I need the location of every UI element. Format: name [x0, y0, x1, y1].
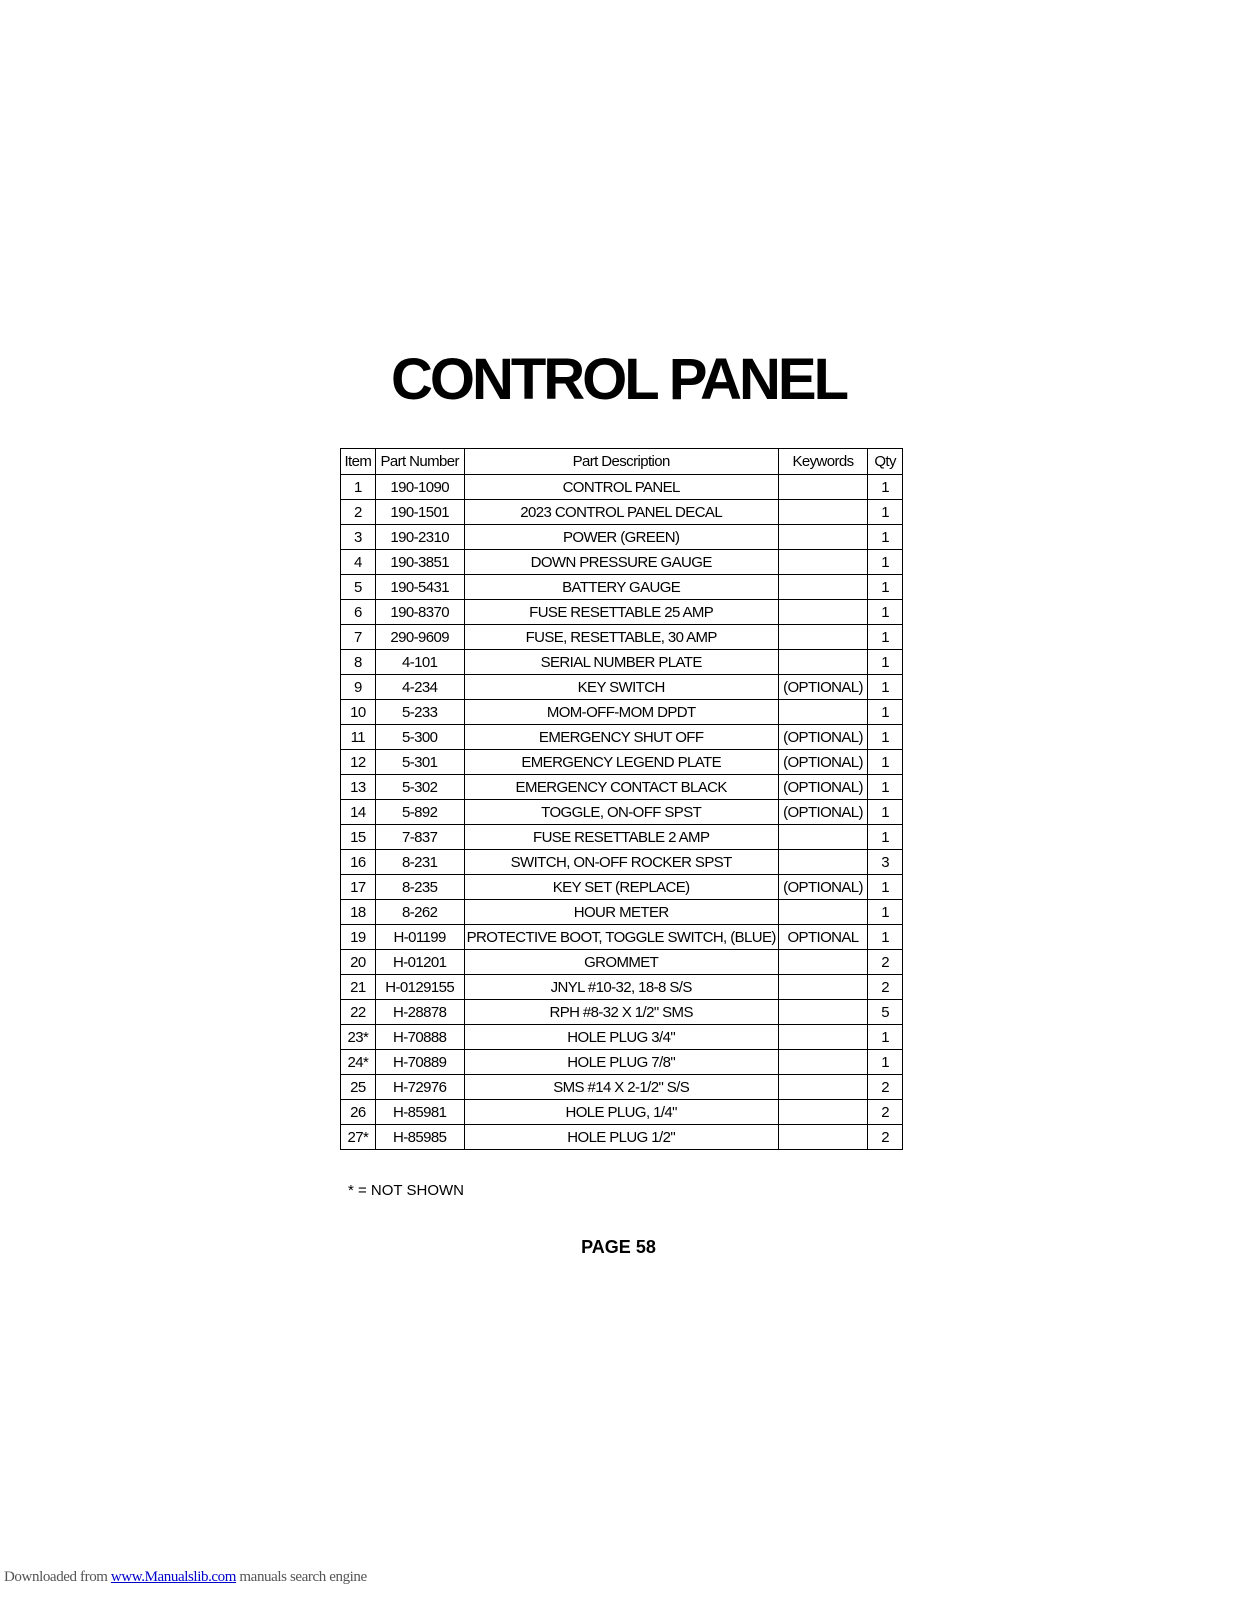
cell-item: 15	[341, 825, 376, 850]
cell-qty: 2	[868, 950, 903, 975]
cell-part-number: 190-8370	[375, 600, 464, 625]
cell-keywords	[778, 700, 867, 725]
cell-qty: 1	[868, 700, 903, 725]
cell-item: 4	[341, 550, 376, 575]
column-header-part-description: Part Description	[464, 449, 778, 475]
cell-part-number: H-0129155	[375, 975, 464, 1000]
cell-qty: 1	[868, 1025, 903, 1050]
table-row	[341, 550, 903, 575]
table-row	[341, 825, 903, 850]
cell-part-description: SWITCH, ON-OFF ROCKER SPST	[464, 850, 778, 875]
cell-keywords: (OPTIONAL)	[778, 800, 867, 825]
table-header-row	[341, 449, 903, 475]
cell-keywords	[778, 575, 867, 600]
cell-part-description: HOLE PLUG 3/4"	[464, 1025, 778, 1050]
table-row	[341, 700, 903, 725]
cell-item: 7	[341, 625, 376, 650]
table-row	[341, 675, 903, 700]
table-row	[341, 1125, 903, 1150]
cell-qty: 1	[868, 900, 903, 925]
cell-qty: 1	[868, 725, 903, 750]
cell-item: 2	[341, 500, 376, 525]
cell-part-number: 8-231	[375, 850, 464, 875]
footer-prefix: Downloaded from	[4, 1569, 111, 1585]
table-row	[341, 775, 903, 800]
cell-keywords	[778, 1100, 867, 1125]
cell-item: 6	[341, 600, 376, 625]
cell-part-number: H-72976	[375, 1075, 464, 1100]
cell-part-number: 8-235	[375, 875, 464, 900]
cell-part-description: EMERGENCY LEGEND PLATE	[464, 750, 778, 775]
cell-part-number: 5-301	[375, 750, 464, 775]
cell-keywords: (OPTIONAL)	[778, 875, 867, 900]
cell-keywords: (OPTIONAL)	[778, 750, 867, 775]
cell-part-description: FUSE RESETTABLE 2 AMP	[464, 825, 778, 850]
cell-qty: 1	[868, 875, 903, 900]
cell-keywords	[778, 950, 867, 975]
cell-qty: 1	[868, 825, 903, 850]
cell-part-number: H-85985	[375, 1125, 464, 1150]
cell-part-description: HOLE PLUG 7/8"	[464, 1050, 778, 1075]
cell-keywords	[778, 825, 867, 850]
cell-part-description: HOUR METER	[464, 900, 778, 925]
cell-part-number: 290-9609	[375, 625, 464, 650]
cell-item: 3	[341, 525, 376, 550]
table-row	[341, 875, 903, 900]
cell-item: 13	[341, 775, 376, 800]
table-row	[341, 925, 903, 950]
cell-part-number: 190-1090	[375, 475, 464, 500]
cell-qty: 1	[868, 650, 903, 675]
cell-part-number: H-70889	[375, 1050, 464, 1075]
cell-qty: 1	[868, 675, 903, 700]
cell-part-number: 5-302	[375, 775, 464, 800]
table-row	[341, 1050, 903, 1075]
cell-part-number: 5-233	[375, 700, 464, 725]
cell-qty: 2	[868, 1075, 903, 1100]
cell-item: 14	[341, 800, 376, 825]
cell-part-description: BATTERY GAUGE	[464, 575, 778, 600]
cell-part-description: HOLE PLUG, 1/4"	[464, 1100, 778, 1125]
cell-qty: 2	[868, 1125, 903, 1150]
column-header-item: Item	[341, 449, 376, 475]
cell-part-description: FUSE, RESETTABLE, 30 AMP	[464, 625, 778, 650]
cell-part-description: MOM-OFF-MOM DPDT	[464, 700, 778, 725]
cell-item: 27*	[341, 1125, 376, 1150]
cell-item: 24*	[341, 1050, 376, 1075]
cell-qty: 1	[868, 750, 903, 775]
cell-item: 22	[341, 1000, 376, 1025]
cell-part-description: GROMMET	[464, 950, 778, 975]
cell-part-number: 4-101	[375, 650, 464, 675]
table-row	[341, 975, 903, 1000]
cell-keywords	[778, 550, 867, 575]
cell-keywords	[778, 600, 867, 625]
cell-qty: 1	[868, 925, 903, 950]
cell-part-description: DOWN PRESSURE GAUGE	[464, 550, 778, 575]
cell-qty: 3	[868, 850, 903, 875]
cell-item: 18	[341, 900, 376, 925]
table-row	[341, 1075, 903, 1100]
cell-item: 12	[341, 750, 376, 775]
cell-qty: 1	[868, 800, 903, 825]
cell-part-description: KEY SWITCH	[464, 675, 778, 700]
cell-part-description: 2023 CONTROL PANEL DECAL	[464, 500, 778, 525]
cell-keywords	[778, 525, 867, 550]
cell-keywords: (OPTIONAL)	[778, 675, 867, 700]
table-row	[341, 575, 903, 600]
cell-part-number: 190-1501	[375, 500, 464, 525]
cell-item: 20	[341, 950, 376, 975]
cell-part-description: SMS #14 X 2-1/2" S/S	[464, 1075, 778, 1100]
cell-part-description: KEY SET (REPLACE)	[464, 875, 778, 900]
cell-item: 21	[341, 975, 376, 1000]
cell-keywords	[778, 475, 867, 500]
cell-item: 16	[341, 850, 376, 875]
cell-qty: 1	[868, 600, 903, 625]
table-row	[341, 750, 903, 775]
cell-qty: 2	[868, 975, 903, 1000]
cell-keywords	[778, 650, 867, 675]
cell-part-number: H-01199	[375, 925, 464, 950]
cell-part-description: JNYL #10-32, 18-8 S/S	[464, 975, 778, 1000]
cell-qty: 1	[868, 625, 903, 650]
cell-part-description: PROTECTIVE BOOT, TOGGLE SWITCH, (BLUE)	[464, 925, 778, 950]
cell-part-description: FUSE RESETTABLE 25 AMP	[464, 600, 778, 625]
cell-part-number: 190-2310	[375, 525, 464, 550]
cell-keywords	[778, 1075, 867, 1100]
page-title: CONTROL PANEL	[390, 347, 847, 412]
table-row	[341, 850, 903, 875]
cell-part-number: H-70888	[375, 1025, 464, 1050]
cell-part-number: H-28878	[375, 1000, 464, 1025]
cell-part-description: POWER (GREEN)	[464, 525, 778, 550]
cell-part-description: TOGGLE, ON-OFF SPST	[464, 800, 778, 825]
cell-part-number: 190-5431	[375, 575, 464, 600]
cell-keywords: OPTIONAL	[778, 925, 867, 950]
cell-qty: 1	[868, 550, 903, 575]
cell-part-number: H-85981	[375, 1100, 464, 1125]
download-footer	[4, 1569, 367, 1586]
cell-part-description: CONTROL PANEL	[464, 475, 778, 500]
footer-suffix: manuals search engine	[236, 1569, 367, 1585]
cell-qty: 1	[868, 1050, 903, 1075]
parts-table	[340, 448, 903, 1150]
cell-qty: 1	[868, 475, 903, 500]
cell-keywords	[778, 1050, 867, 1075]
cell-item: 8	[341, 650, 376, 675]
parts-table-body	[341, 475, 903, 1150]
cell-keywords	[778, 975, 867, 1000]
cell-item: 19	[341, 925, 376, 950]
cell-qty: 5	[868, 1000, 903, 1025]
table-row	[341, 1100, 903, 1125]
table-row	[341, 900, 903, 925]
footnote-not-shown: * = NOT SHOWN	[348, 1182, 464, 1199]
cell-keywords	[778, 900, 867, 925]
cell-keywords	[778, 625, 867, 650]
cell-keywords	[778, 500, 867, 525]
cell-item: 17	[341, 875, 376, 900]
cell-qty: 1	[868, 575, 903, 600]
table-row	[341, 475, 903, 500]
table-row	[341, 1025, 903, 1050]
table-row	[341, 1000, 903, 1025]
cell-keywords	[778, 850, 867, 875]
cell-keywords: (OPTIONAL)	[778, 725, 867, 750]
cell-qty: 1	[868, 500, 903, 525]
cell-part-description: EMERGENCY SHUT OFF	[464, 725, 778, 750]
cell-keywords: (OPTIONAL)	[778, 775, 867, 800]
cell-keywords	[778, 1125, 867, 1150]
cell-part-number: 8-262	[375, 900, 464, 925]
page-number: PAGE 58	[581, 1237, 656, 1257]
manualslib-link[interactable]: www.Manualslib.com	[110, 1569, 237, 1585]
cell-item: 26	[341, 1100, 376, 1125]
column-header-qty: Qty	[868, 449, 903, 475]
table-row	[341, 600, 903, 625]
column-header-keywords: Keywords	[778, 449, 867, 475]
cell-item: 10	[341, 700, 376, 725]
cell-part-number: 5-300	[375, 725, 464, 750]
cell-part-description: EMERGENCY CONTACT BLACK	[464, 775, 778, 800]
cell-keywords	[778, 1025, 867, 1050]
table-row	[341, 725, 903, 750]
cell-item: 23*	[341, 1025, 376, 1050]
table-row	[341, 500, 903, 525]
cell-keywords	[778, 1000, 867, 1025]
cell-part-number: 5-892	[375, 800, 464, 825]
cell-item: 25	[341, 1075, 376, 1100]
cell-qty: 1	[868, 525, 903, 550]
column-header-part-number: Part Number	[375, 449, 464, 475]
table-row	[341, 650, 903, 675]
cell-part-number: 4-234	[375, 675, 464, 700]
cell-item: 11	[341, 725, 376, 750]
cell-qty: 1	[868, 775, 903, 800]
table-row	[341, 800, 903, 825]
cell-part-description: SERIAL NUMBER PLATE	[464, 650, 778, 675]
table-row	[341, 525, 903, 550]
cell-part-number: 7-837	[375, 825, 464, 850]
table-row	[341, 625, 903, 650]
cell-qty: 2	[868, 1100, 903, 1125]
cell-part-number: H-01201	[375, 950, 464, 975]
cell-part-description: HOLE PLUG 1/2"	[464, 1125, 778, 1150]
table-row	[341, 950, 903, 975]
cell-item: 1	[341, 475, 376, 500]
cell-item: 9	[341, 675, 376, 700]
cell-part-description: RPH #8-32 X 1/2" SMS	[464, 1000, 778, 1025]
cell-item: 5	[341, 575, 376, 600]
cell-part-number: 190-3851	[375, 550, 464, 575]
